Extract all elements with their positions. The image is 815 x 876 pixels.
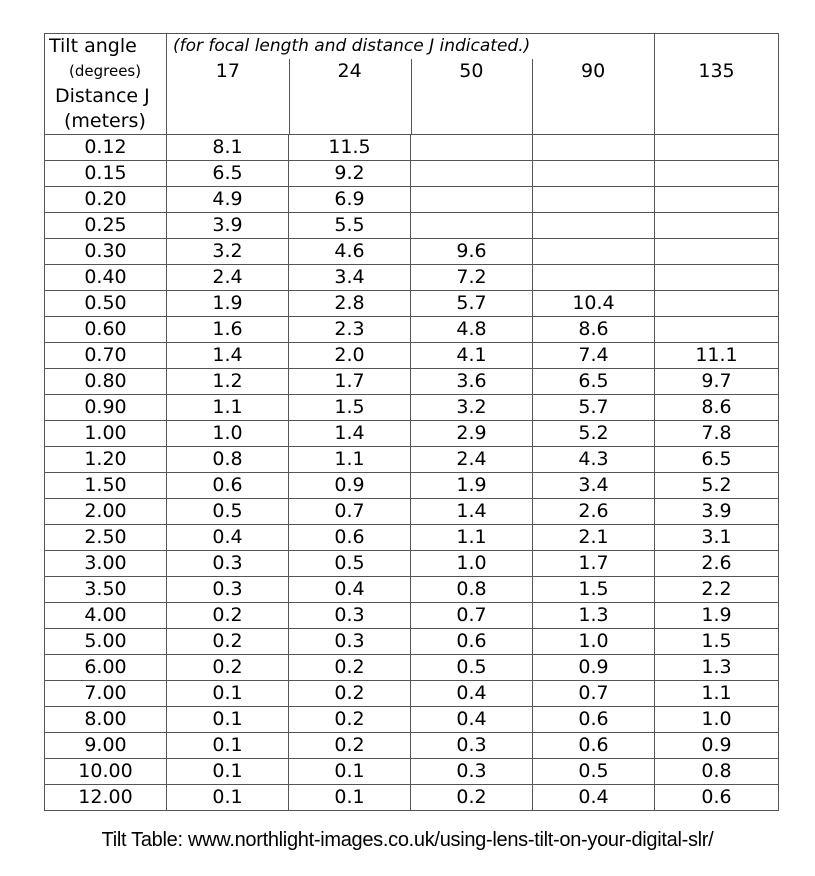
corner-header-cell <box>45 34 167 135</box>
table-row <box>45 369 779 395</box>
distance-cell: 10.00 <box>45 759 167 785</box>
tilt-value-cell <box>533 265 655 291</box>
tilt-value-cell: 0.9 <box>533 655 655 681</box>
tilt-value-cell: 0.3 <box>411 733 533 759</box>
tilt-value-cell: 0.7 <box>533 681 655 707</box>
table-row <box>45 265 779 291</box>
focal-length-24: 24 <box>337 60 362 82</box>
tilt-value-cell <box>655 161 779 187</box>
tilt-value-cell: 3.9 <box>655 499 779 525</box>
table-caption: Tilt Table: www.northlight-images.co.uk/using-lens-tilt-on-your-digital-slr/ <box>101 829 714 851</box>
focal-length-135-cell <box>655 34 779 135</box>
tilt-value-cell: 3.4 <box>289 265 411 291</box>
tilt-value-cell: 5.2 <box>533 421 655 447</box>
tilt-value-cell: 8.6 <box>655 395 779 421</box>
tilt-value-cell: 0.6 <box>289 525 411 551</box>
distance-cell: 0.90 <box>45 395 167 421</box>
table-row <box>45 707 779 733</box>
meters-label: (meters) <box>64 110 146 132</box>
table-row <box>45 161 779 187</box>
tilt-value-cell <box>655 265 779 291</box>
tilt-value-cell <box>533 135 655 161</box>
tilt-value-cell: 1.9 <box>655 603 779 629</box>
distance-cell: 3.00 <box>45 551 167 577</box>
table-header-row <box>45 34 779 135</box>
tilt-value-cell: 4.9 <box>167 187 289 213</box>
tilt-value-cell: 0.1 <box>167 707 289 733</box>
distance-cell: 3.50 <box>45 577 167 603</box>
tilt-value-cell: 8.6 <box>533 317 655 343</box>
tilt-value-cell: 1.1 <box>655 681 779 707</box>
focal-length-90: 90 <box>581 60 606 82</box>
table-row <box>45 577 779 603</box>
tilt-value-cell: 10.4 <box>533 291 655 317</box>
tilt-value-cell <box>411 187 533 213</box>
tilt-value-cell: 1.0 <box>167 421 289 447</box>
tilt-value-cell <box>655 317 779 343</box>
tilt-value-cell: 9.7 <box>655 369 779 395</box>
distance-cell: 0.20 <box>45 187 167 213</box>
tilt-value-cell: 6.5 <box>655 447 779 473</box>
tilt-value-cell: 5.5 <box>289 213 411 239</box>
header-note: (for focal length and distance J indicated.) <box>173 36 531 56</box>
distance-cell: 4.00 <box>45 603 167 629</box>
distance-cell: 6.00 <box>45 655 167 681</box>
distance-cell: 12.00 <box>45 785 167 811</box>
tilt-value-cell: 0.8 <box>411 577 533 603</box>
tilt-value-cell: 0.2 <box>289 681 411 707</box>
tilt-value-cell: 0.3 <box>411 759 533 785</box>
tilt-value-cell: 0.7 <box>411 603 533 629</box>
tilt-value-cell: 0.4 <box>411 707 533 733</box>
table-row <box>45 187 779 213</box>
distance-cell: 1.50 <box>45 473 167 499</box>
tilt-value-cell: 1.4 <box>411 499 533 525</box>
table-row <box>45 291 779 317</box>
tilt-value-cell: 0.4 <box>167 525 289 551</box>
distance-cell: 0.15 <box>45 161 167 187</box>
tilt-value-cell: 0.5 <box>533 759 655 785</box>
tilt-value-cell: 2.4 <box>411 447 533 473</box>
tilt-value-cell <box>411 135 533 161</box>
table-row <box>45 317 779 343</box>
distance-cell: 5.00 <box>45 629 167 655</box>
tilt-value-cell <box>655 239 779 265</box>
table-row <box>45 447 779 473</box>
distance-cell: 2.00 <box>45 499 167 525</box>
tilt-value-cell: 1.7 <box>533 551 655 577</box>
tilt-value-cell: 1.5 <box>533 577 655 603</box>
distance-cell: 1.00 <box>45 421 167 447</box>
table-row <box>45 551 779 577</box>
tilt-value-cell: 2.1 <box>533 525 655 551</box>
tilt-value-cell <box>655 291 779 317</box>
distance-cell: 0.80 <box>45 369 167 395</box>
tilt-value-cell: 0.2 <box>289 707 411 733</box>
table-row <box>45 655 779 681</box>
tilt-value-cell: 3.2 <box>411 395 533 421</box>
tilt-value-cell <box>411 161 533 187</box>
tilt-value-cell: 1.1 <box>411 525 533 551</box>
tilt-value-cell: 5.2 <box>655 473 779 499</box>
tilt-value-cell: 0.2 <box>289 655 411 681</box>
table-row <box>45 421 779 447</box>
tilt-value-cell: 0.3 <box>167 551 289 577</box>
tilt-value-cell: 3.1 <box>655 525 779 551</box>
tilt-value-cell: 0.2 <box>411 785 533 811</box>
tilt-value-cell: 1.5 <box>655 629 779 655</box>
tilt-value-cell: 2.4 <box>167 265 289 291</box>
tilt-value-cell: 0.5 <box>411 655 533 681</box>
tilt-value-cell: 4.3 <box>533 447 655 473</box>
tilt-value-cell: 5.7 <box>411 291 533 317</box>
tilt-value-cell: 7.8 <box>655 421 779 447</box>
tilt-value-cell: 6.9 <box>289 187 411 213</box>
tilt-value-cell: 0.3 <box>167 577 289 603</box>
tilt-value-cell <box>655 187 779 213</box>
tilt-value-cell: 0.6 <box>411 629 533 655</box>
tilt-value-cell: 0.2 <box>289 733 411 759</box>
tilt-value-cell: 11.1 <box>655 343 779 369</box>
tilt-value-cell: 1.1 <box>167 395 289 421</box>
tilt-value-cell: 0.5 <box>289 551 411 577</box>
tilt-value-cell: 6.5 <box>167 161 289 187</box>
tilt-value-cell: 0.9 <box>655 733 779 759</box>
distance-cell: 0.50 <box>45 291 167 317</box>
tilt-value-cell: 4.6 <box>289 239 411 265</box>
tilt-value-cell: 0.6 <box>655 785 779 811</box>
distance-cell: 0.12 <box>45 135 167 161</box>
distance-cell: 0.25 <box>45 213 167 239</box>
focal-length-135: 135 <box>698 60 735 82</box>
focal-length-50: 50 <box>459 60 484 82</box>
tilt-value-cell: 0.1 <box>167 759 289 785</box>
tilt-value-cell: 1.9 <box>167 291 289 317</box>
table-row <box>45 785 779 811</box>
focal-length-17: 17 <box>215 60 240 82</box>
tilt-value-cell: 1.0 <box>655 707 779 733</box>
tilt-value-cell: 2.8 <box>289 291 411 317</box>
table-row <box>45 681 779 707</box>
tilt-value-cell: 0.5 <box>167 499 289 525</box>
distance-cell: 0.70 <box>45 343 167 369</box>
tilt-value-cell: 2.9 <box>411 421 533 447</box>
focal-length-header-span <box>167 34 655 135</box>
tilt-value-cell: 1.0 <box>411 551 533 577</box>
tilt-value-cell: 3.6 <box>411 369 533 395</box>
distance-cell: 9.00 <box>45 733 167 759</box>
distance-cell: 2.50 <box>45 525 167 551</box>
tilt-value-cell: 1.9 <box>411 473 533 499</box>
distance-cell: 7.00 <box>45 681 167 707</box>
tilt-value-cell: 0.1 <box>167 785 289 811</box>
table-row <box>45 759 779 785</box>
tilt-value-cell: 0.4 <box>289 577 411 603</box>
tilt-value-cell: 0.6 <box>167 473 289 499</box>
tilt-value-cell: 1.2 <box>167 369 289 395</box>
distance-cell: 0.30 <box>45 239 167 265</box>
table-row <box>45 525 779 551</box>
tilt-value-cell: 8.1 <box>167 135 289 161</box>
table-row <box>45 213 779 239</box>
table-row <box>45 473 779 499</box>
tilt-value-cell: 1.7 <box>289 369 411 395</box>
tilt-value-cell: 2.6 <box>533 499 655 525</box>
tilt-value-cell: 2.2 <box>655 577 779 603</box>
degrees-label: (degrees) <box>69 62 142 80</box>
table-row <box>45 733 779 759</box>
tilt-value-cell: 1.1 <box>289 447 411 473</box>
table-row <box>45 135 779 161</box>
table-row <box>45 499 779 525</box>
tilt-value-cell <box>655 213 779 239</box>
distance-label: Distance J <box>55 85 150 107</box>
tilt-value-cell: 5.7 <box>533 395 655 421</box>
tilt-value-cell: 0.6 <box>533 707 655 733</box>
tilt-value-cell: 1.5 <box>289 395 411 421</box>
tilt-value-cell: 4.1 <box>411 343 533 369</box>
table-row <box>45 343 779 369</box>
tilt-value-cell: 3.2 <box>167 239 289 265</box>
tilt-value-cell: 2.0 <box>289 343 411 369</box>
tilt-value-cell: 2.3 <box>289 317 411 343</box>
distance-cell: 1.20 <box>45 447 167 473</box>
tilt-value-cell: 3.4 <box>533 473 655 499</box>
tilt-value-cell: 1.3 <box>533 603 655 629</box>
tilt-value-cell: 11.5 <box>289 135 411 161</box>
tilt-table-body <box>45 34 779 811</box>
tilt-value-cell <box>533 213 655 239</box>
tilt-value-cell: 7.2 <box>411 265 533 291</box>
tilt-value-cell <box>655 135 779 161</box>
tilt-value-cell: 1.4 <box>289 421 411 447</box>
tilt-value-cell: 9.2 <box>289 161 411 187</box>
tilt-value-cell <box>533 239 655 265</box>
table-row <box>45 629 779 655</box>
tilt-value-cell: 0.8 <box>167 447 289 473</box>
tilt-value-cell: 0.3 <box>289 629 411 655</box>
tilt-value-cell: 0.7 <box>289 499 411 525</box>
tilt-value-cell: 2.6 <box>655 551 779 577</box>
tilt-value-cell: 1.6 <box>167 317 289 343</box>
tilt-table <box>44 33 779 811</box>
tilt-value-cell <box>411 213 533 239</box>
tilt-value-cell: 1.3 <box>655 655 779 681</box>
tilt-value-cell: 0.4 <box>533 785 655 811</box>
tilt-value-cell: 1.4 <box>167 343 289 369</box>
tilt-value-cell: 0.6 <box>533 733 655 759</box>
table-row <box>45 603 779 629</box>
tilt-value-cell: 9.6 <box>411 239 533 265</box>
table-row <box>45 239 779 265</box>
tilt-angle-label: Tilt angle <box>49 35 137 57</box>
tilt-value-cell <box>533 161 655 187</box>
tilt-value-cell: 0.1 <box>167 681 289 707</box>
table-row <box>45 395 779 421</box>
tilt-value-cell: 0.3 <box>289 603 411 629</box>
tilt-value-cell: 6.5 <box>533 369 655 395</box>
distance-cell: 8.00 <box>45 707 167 733</box>
tilt-value-cell: 0.8 <box>655 759 779 785</box>
tilt-value-cell: 3.9 <box>167 213 289 239</box>
tilt-value-cell: 4.8 <box>411 317 533 343</box>
distance-cell: 0.40 <box>45 265 167 291</box>
distance-cell: 0.60 <box>45 317 167 343</box>
tilt-value-cell: 0.9 <box>289 473 411 499</box>
tilt-value-cell <box>533 187 655 213</box>
tilt-value-cell: 0.2 <box>167 655 289 681</box>
tilt-value-cell: 7.4 <box>533 343 655 369</box>
tilt-value-cell: 0.4 <box>411 681 533 707</box>
tilt-value-cell: 0.2 <box>167 603 289 629</box>
tilt-value-cell: 0.2 <box>167 629 289 655</box>
tilt-value-cell: 1.0 <box>533 629 655 655</box>
tilt-value-cell: 0.1 <box>289 759 411 785</box>
tilt-value-cell: 0.1 <box>167 733 289 759</box>
tilt-value-cell: 0.1 <box>289 785 411 811</box>
